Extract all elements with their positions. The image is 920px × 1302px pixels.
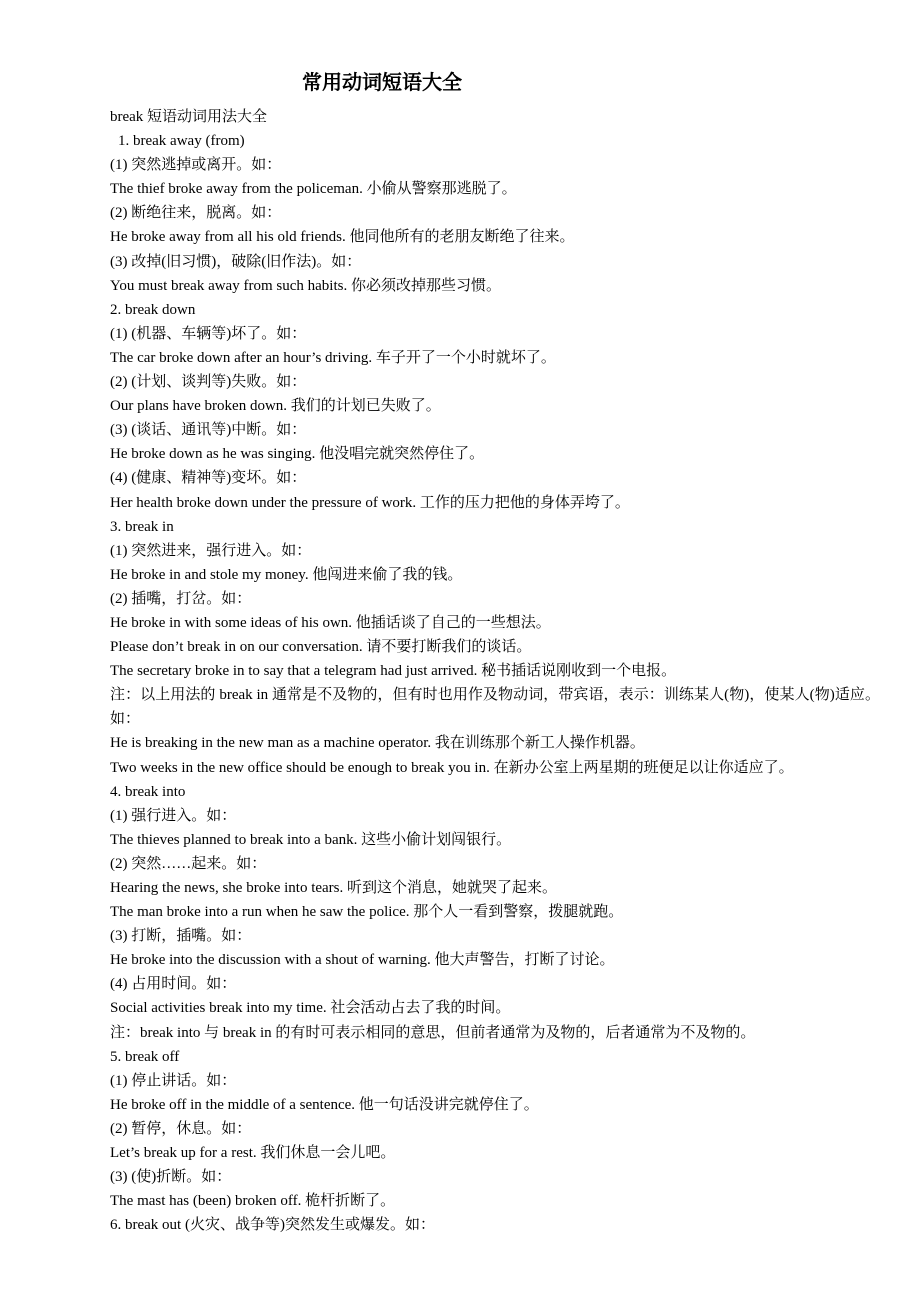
- example-line: Two weeks in the new office should be enough to break you in. 在新办公室上两星期的班便足以让你适应了。: [110, 759, 794, 776]
- meaning-line: (1) 突然逃掉或离开。如：: [110, 157, 282, 174]
- example-line: The man broke into a run when he saw the police. 那个人一看到警察，拨腿就跑。: [110, 904, 624, 921]
- phrase-heading: 5. break off: [110, 1048, 180, 1065]
- meaning-line: (1) 停止讲话。如：: [110, 1072, 237, 1089]
- example-line: The thief broke away from the policeman. 小偷从警察那逃脱了。: [110, 181, 517, 198]
- meaning-line: (2) 暂停，休息。如：: [110, 1120, 252, 1137]
- example-line: He broke in and stole my money. 他闯进来偷了我的钱。: [110, 566, 463, 583]
- note-line: 注：以上用法的 break in 通常是不及物的，但有时也用作及物动词，带宾语，表示：训练某人(物)，使某人(物)适应。如：: [110, 687, 880, 728]
- example-line: Please don’t break in on our conversation. 请不要打断我们的谈话。: [110, 639, 532, 656]
- example-line: He broke down as he was singing. 他没唱完就突然停住了。: [110, 446, 485, 463]
- meaning-line: (2) 断绝往来，脱离。如：: [110, 205, 282, 222]
- example-line: He broke in with some ideas of his own. 他插话谈了自己的一些想法。: [110, 614, 551, 631]
- document-title: 常用动词短语大全: [302, 70, 462, 94]
- meaning-line: (2) 突然……起来。如：: [110, 855, 267, 872]
- phrase-heading: 4. break into: [110, 783, 186, 800]
- meaning-line: (3) 打断，插嘴。如：: [110, 928, 252, 945]
- section-heading: break 短语动词用法大全: [110, 109, 268, 125]
- meaning-line: (1) (机器、车辆等)坏了。如：: [110, 325, 307, 342]
- meaning-line: (4) 占用时间。如：: [110, 976, 237, 993]
- meaning-line: (3) (谈话、通讯等)中断。如：: [110, 422, 307, 439]
- example-line: The thieves planned to break into a bank. 这些小偷计划闯银行。: [110, 831, 512, 848]
- example-line: Let’s break up for a rest. 我们休息一会儿吧。: [110, 1145, 396, 1162]
- meaning-line: (3) 改掉(旧习惯)，破除(旧作法)。如：: [110, 253, 362, 270]
- example-line: You must break away from such habits. 你必须改掉那些习惯。: [110, 277, 501, 294]
- example-line: He broke off in the middle of a sentence. 他一句话没讲完就停住了。: [110, 1096, 539, 1113]
- phrase-heading: 2. break down: [110, 301, 196, 318]
- example-line: The car broke down after an hour’s driving. 车子开了一个小时就坏了。: [110, 349, 556, 366]
- meaning-line: (2) 插嘴，打岔。如：: [110, 590, 252, 607]
- example-line: He broke into the discussion with a shout of warning. 他大声警告，打断了讨论。: [110, 952, 615, 969]
- example-line: The mast has (been) broken off. 桅杆折断了。: [110, 1193, 396, 1210]
- meaning-line: (4) (健康、精神等)变坏。如：: [110, 470, 307, 487]
- phrase-heading: 3. break in: [110, 518, 174, 535]
- example-line: Social activities break into my time. 社会活动占去了我的时间。: [110, 1000, 511, 1017]
- document-body: [110, 105, 880, 1237]
- example-line: He is breaking in the new man as a machine operator. 我在训练那个新工人操作机器。: [110, 735, 645, 752]
- meaning-line: (2) (计划、谈判等)失败。如：: [110, 374, 307, 391]
- example-line: Her health broke down under the pressure of work. 工作的压力把他的身体弄垮了。: [110, 494, 630, 511]
- example-line: Hearing the news, she broke into tears. 听到这个消息，她就哭了起来。: [110, 880, 558, 896]
- example-line: Our plans have broken down. 我们的计划已失败了。: [110, 398, 441, 415]
- phrase-heading: 1. break away (from): [118, 133, 245, 150]
- note-line: 注：break into 与 break in 的有时可表示相同的意思，但前者通常为及物的，后者通常为不及物的。: [110, 1024, 756, 1041]
- example-line: He broke away from all his old friends. 他同他所有的老朋友断绝了往来。: [110, 229, 575, 246]
- meaning-line: (1) 强行进入。如：: [110, 807, 237, 824]
- phrase-heading: 6. break out (火灾、战争等)突然发生或爆发。如：: [110, 1217, 435, 1234]
- example-line: The secretary broke in to say that a telegram had just arrived. 秘书插话说刚收到一个电报。: [110, 663, 677, 680]
- meaning-line: (3) (使)折断。如：: [110, 1169, 232, 1186]
- meaning-line: (1) 突然进来，强行进入。如：: [110, 542, 312, 559]
